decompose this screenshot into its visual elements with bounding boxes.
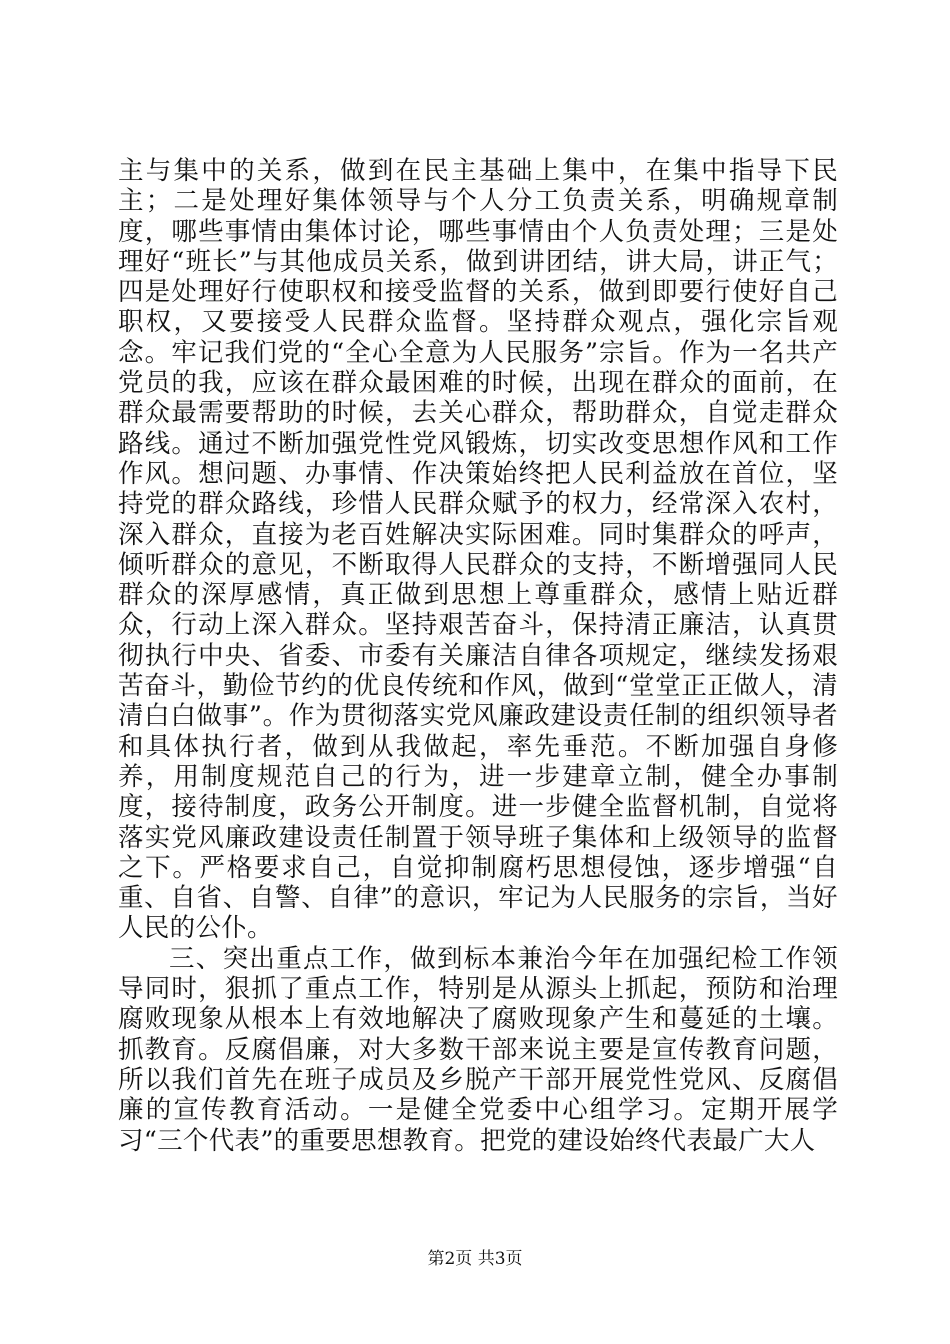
paragraph-1: 主与集中的关系，做到在民主基础上集中，在集中指导下民主；二是处理好集体领导与个人分工负责关系，明确规章制度，哪些事情由集体讨论，哪些事情由个人负责处理；三是处理好“班长”与其他成员关系，做到讲团结，讲大局，讲正气；四是处理好行使职权和接受监督的关系，做到即要行使好自己职权，又要接受人民群众监督。坚持群众观点，强化宗旨观念。牢记我们党的“全心全意为人民服务”宗旨。作为一名共产党员的我，应该在群众最困难的时候，出现在群众的面前，在群众最需要帮助的时候，去关心群众，帮助群众，自觉走群众路线。通过不断加强党性党风锻炼，切实改变思想作风和工作作风。想问题、办事情、作决策始终把人民利益放在首位，坚持党的群众路线，珍惜人民群众赋予的权力，经常深入农村，深入群众，直接为老百姓解决实际困难。同时集群众的呼声，倾听群众的意见，不断取得人民群众的支持，不断增强同人民群众的深厚感情，真正做到思想上尊重群众，感情上贴近群众，行动上深入群众。坚持艰苦奋斗，保持清正廉洁，认真贯彻执行中央、省委、市委有关廉洁自律各项规定，继续发扬艰苦奋斗，勤俭节约的优良传统和作风，做到“堂堂正正做人，清清白白做事”。作为贯彻落实党风廉政建设责任制的组织领导者和具体执行者，做到从我做起，率先垂范。不断加强自身修养，用制度规范自己的行为，进一步建章立制，健全办事制度，接待制度，政务公开制度。进一步健全监督机制，自觉将落实党风廉政建设责任制置于领导班子集体和上级领导的监督之下。严格要求自己，自觉抑制腐朽思想侵蚀，逐步增强“自重、自省、自警、自律”的意识，牢记为人民服务的宗旨，当好人民的公仆。	[118, 156, 838, 944]
document-body	[118, 156, 838, 1156]
page-footer: 第2页 共3页	[427, 1249, 523, 1269]
paragraph-2: 三、突出重点工作，做到标本兼治今年在加强纪检工作领导同时，狠抓了重点工作，特别是从源头上抓起，预防和治理腐败现象从根本上有效地解决了腐败现象产生和蔓延的土壤。抓教育。反腐倡廉，对大多数干部来说主要是宣传教育问题，所以我们首先在班子成员及乡脱产干部开展党性党风、反腐倡廉的宣传教育活动。一是健全党委中心组学习。定期开展学习“三个代表”的重要思想教育。把党的建设始终代表最广大人	[118, 943, 838, 1156]
